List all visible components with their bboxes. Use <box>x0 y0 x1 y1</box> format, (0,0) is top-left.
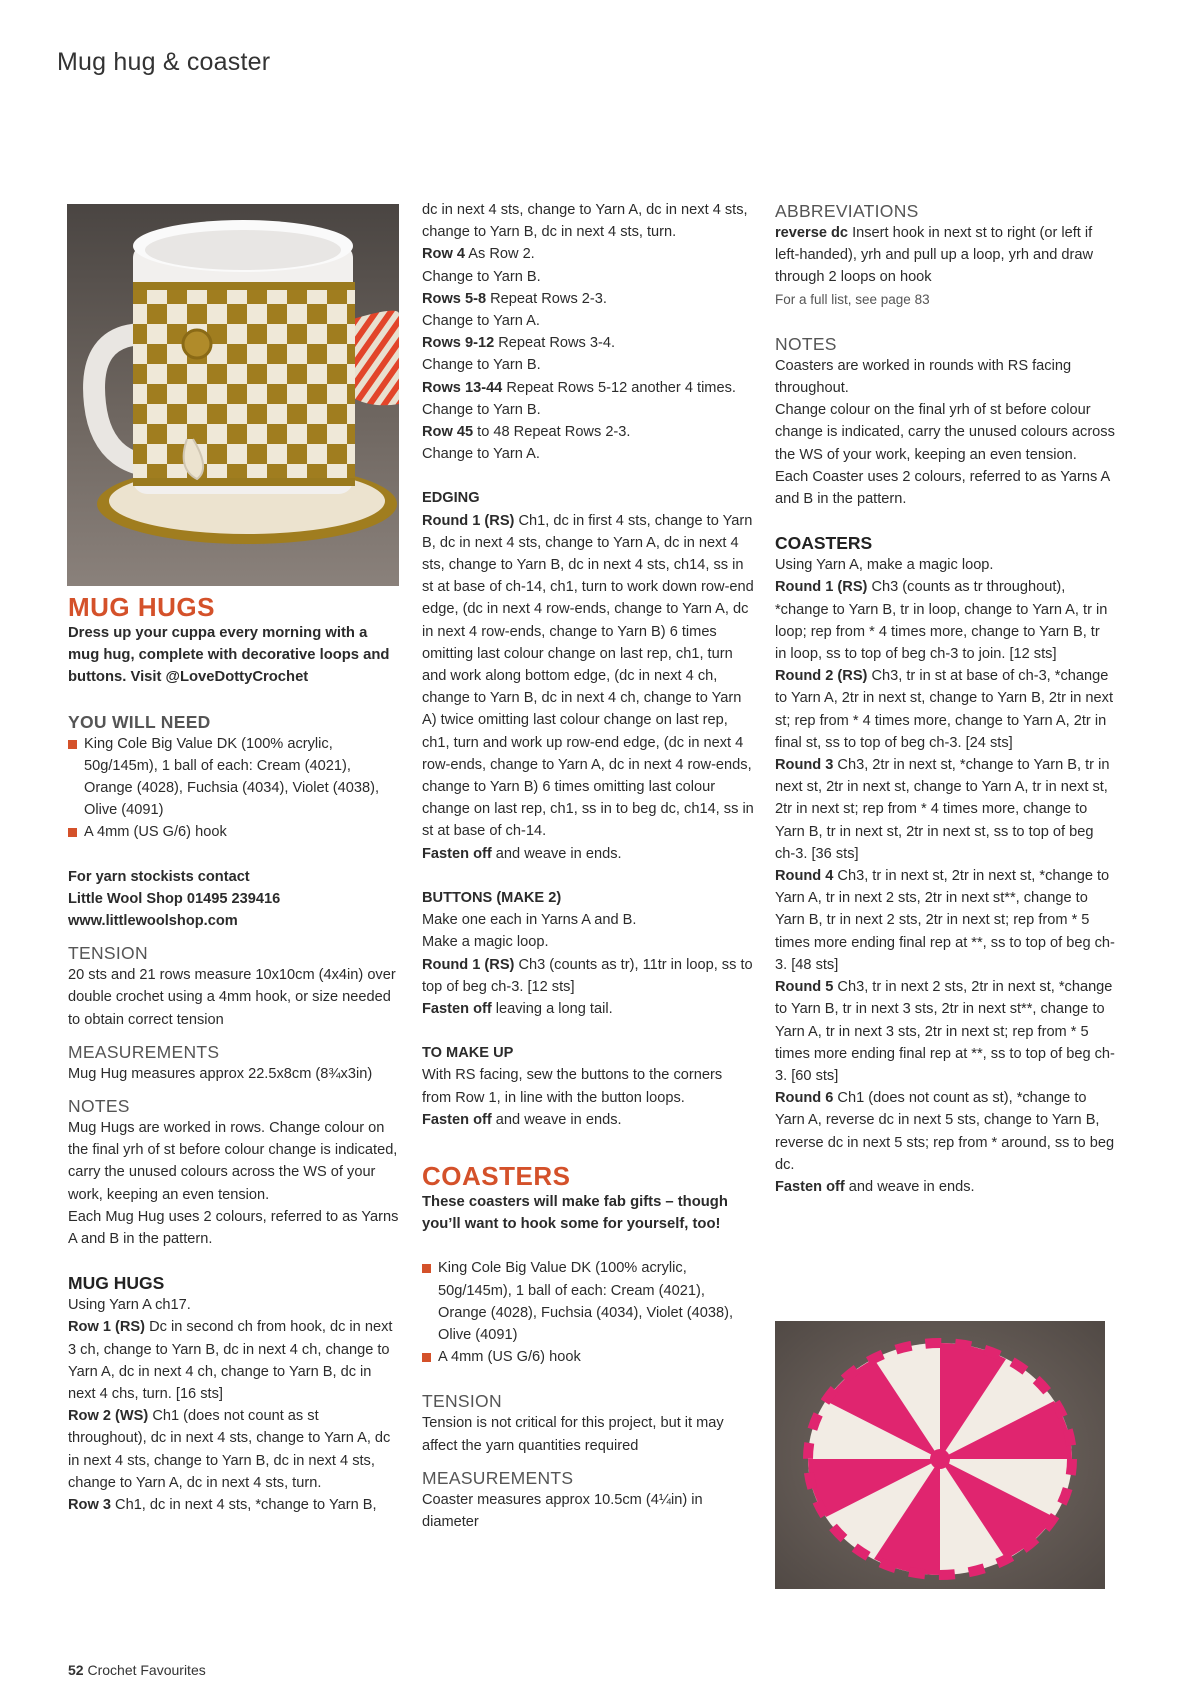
stockists-line-2: Little Wool Shop 01495 239416 <box>68 890 281 907</box>
row-4-text: As Row 2. <box>464 246 535 263</box>
buttons-round-1-text: Ch3 (counts as tr), 11tr in loop, ss to top of beg ch-3. [12 sts] <box>422 956 753 995</box>
coaster-round-3-text: Ch3, 2tr in next st, *change to Yarn B, tr in next st, 2tr in next st, change to Yarn A, tr in next st, 2tr in next st; rep from * 4 times more, change to Yarn B, tr in next st, 2tr in next st, ss to top of beg ch-3. [36 sts] <box>775 757 1110 862</box>
buttons-line-2: Make a magic loop. <box>422 934 549 951</box>
coaster-round-3 <box>775 754 1115 865</box>
need-yarn-item: King Cole Big Value DK (100% acrylic, 50g/145m), 1 ball of each: Cream (4021), Orange (4028), Fuchsia (4034), Violet (4038), Olive (4091) <box>68 733 400 822</box>
coaster-fasten-off-label: Fasten off <box>775 1178 845 1195</box>
coaster-measurements-heading: MEASUREMENTS <box>422 1467 574 1488</box>
row-4-label: Row 4 <box>422 246 465 263</box>
fasten-off-2 <box>422 998 754 1020</box>
row-2 <box>68 1405 400 1494</box>
change-yarn-1: Change to Yarn B. <box>422 268 541 285</box>
abbreviation-definition: Insert hook in next st to right (or left if left-handed), yrh and pull up a loop, yrh and draw through 2 loops on hook <box>775 225 1094 286</box>
fasten-off-2-label: Fasten off <box>422 1000 492 1017</box>
coaster-photo <box>775 1321 1105 1589</box>
fasten-off-3 <box>422 1109 754 1131</box>
row-4 <box>422 243 754 265</box>
rows-13-44-label: Rows 13-44 <box>422 379 503 396</box>
column-3 <box>775 200 1115 1198</box>
row-1 <box>68 1316 400 1405</box>
edging-round-1-text: Ch1, dc in first 4 sts, change to Yarn B, dc in next 4 sts, change to Yarn A, dc in next 4 sts, change to Yarn B, dc in next 4 sts, ch14, ss in st at base of ch-14, ch1, turn to work down row-end edge, (dc in next 4 row-ends, change to Yarn A, dc in next 4 row-ends, change to Yarn B) 6 times omitting last colour change on last rep, ch1, turn and work along bottom edge, (dc in next 4 ch, change to Yarn B, dc in next 4 ch, change to Yarn A) twice omitting last colour change on last rep, ch1, turn and work up row-end edge, (dc in next 4 row-ends, change to Yarn A, dc in next 4 row-ends, change to Yarn B) 6 times omitting last colour change on last rep, ch1, ss in to beg dc, ch14, ss in st at base of ch-14. <box>422 512 754 840</box>
row-45-text: to 48 Repeat Rows 2-3. <box>473 424 631 441</box>
fasten-off-1-text: and weave in ends. <box>491 845 622 862</box>
coaster-round-4-text: Ch3, tr in next st, 2tr in next st, *change to Yarn A, tr in next 2 sts, 2tr in next st**, change to Yarn B, tr in next 2 sts, 2tr in next st; rep from * 5 times more ending final rep at **, ss to top of beg ch-3. [48 sts] <box>775 868 1115 973</box>
coaster-round-2-label: Round 2 (RS) <box>775 668 868 685</box>
coaster-round-2 <box>775 665 1115 754</box>
coaster-round-2-text: Ch3, tr in st at base of ch-3, *change to Yarn A, 2tr in next st, change to Yarn B, 2tr in next st; rep from * 4 times more, change to Yarn A, 2tr in final st, ss to top of beg ch-3. [24 sts] <box>775 668 1114 751</box>
mug-hug-photo <box>67 204 399 586</box>
row-3-label: Row 3 <box>68 1497 111 1514</box>
coaster-round-6-label: Round 6 <box>775 1090 834 1107</box>
coasters-heading: COASTERS <box>422 1160 571 1191</box>
change-yarn-5: Change to Yarn A. <box>422 446 540 463</box>
mug-hugs-heading: MUG HUGS <box>68 592 215 622</box>
tension-text: 20 sts and 21 rows measure 10x10cm (4x4in) over double crochet using a 4mm hook, or size needed to obtain correct tension <box>68 967 396 1028</box>
coaster-round-1-text: Ch3 (counts as tr throughout), *change to Yarn B, tr in loop, change to Yarn A, tr in loop; rep from * 4 times more, change to Yarn B, tr in loop, ss to top of beg ch-3 to join. [12 sts] <box>775 579 1108 663</box>
change-yarn-3: Change to Yarn B. <box>422 357 541 374</box>
notes-heading: NOTES <box>68 1096 130 1117</box>
abbreviation-term: reverse dc <box>775 225 849 241</box>
rows-9-12-text: Repeat Rows 3-4. <box>494 335 616 352</box>
row-45-label: Row 45 <box>422 424 474 441</box>
coaster-tension-heading: TENSION <box>422 1391 502 1412</box>
coaster-round-6-text: Ch1 (does not count as st), *change to Yarn A, reverse dc in next 5 sts, change to Yarn B, reverse dc in next 5 sts; rep from * around, ss to beg dc. <box>775 1090 1115 1173</box>
coaster-need-hook: A 4mm (US G/6) hook <box>422 1346 754 1368</box>
coaster-notes-3: Each Coaster uses 2 colours, referred to as Yarns A and B in the pattern. <box>775 468 1110 508</box>
column-1 <box>68 592 400 1516</box>
coaster-round-3-label: Round 3 <box>775 757 834 774</box>
rows-9-12 <box>422 332 754 354</box>
abbreviations-full-list-link[interactable]: For a full list, see page 83 <box>775 291 930 307</box>
row-2-text: Ch1 (does not count as st throughout), dc in next 4 sts, change to Yarn A, dc in next 4 sts, change to Yarn B, dc in next 4 sts, change to Yarn A, dc in next 4 sts, turn. <box>68 1408 391 1491</box>
coaster-notes-1: Coasters are worked in rounds with RS facing throughout. <box>775 357 1072 397</box>
make-up-text: With RS facing, sew the buttons to the corners from Row 1, in line with the button loops. <box>422 1067 723 1106</box>
mug-hugs-intro: Dress up your cuppa every morning with a mug hug, complete with decorative loops and buttons. Visit @LoveDottyCrochet <box>68 625 390 686</box>
coaster-using: Using Yarn A, make a magic loop. <box>775 557 994 574</box>
row-3 <box>68 1494 400 1516</box>
buttons-round-1 <box>422 954 754 998</box>
row-1-text: Dc in second ch from hook, dc in next 3 ch, change to Yarn B, dc in next 4 ch, change to Yarn A, dc in next 4 ch, change to Yarn B, dc in next 4 chs, turn. [16 sts] <box>68 1319 393 1403</box>
edging-heading: EDGING <box>422 490 480 507</box>
edging-round-1 <box>422 510 754 843</box>
mug-hugs-pattern-heading: MUG HUGS <box>68 1273 165 1294</box>
notes-text-2: Each Mug Hug uses 2 colours, referred to as Yarns A and B in the pattern. <box>68 1208 399 1248</box>
coaster-round-5-text: Ch3, tr in next 2 sts, 2tr in next st, *change to Yarn B, tr in next 3 sts, 2tr in next st**, change to Yarn A, tr in next 3 sts, 2tr in next st; rep from * 5 times more ending final rep at **, ss to top of beg ch-3. [60 sts] <box>775 979 1115 1084</box>
rows-5-8-label: Rows 5-8 <box>422 290 487 307</box>
row-45 <box>422 421 754 443</box>
buttons-line-1: Make one each in Yarns A and B. <box>422 912 637 929</box>
make-up-heading: TO MAKE UP <box>422 1045 514 1062</box>
rows-9-12-label: Rows 9-12 <box>422 335 495 352</box>
row-1-label: Row 1 (RS) <box>68 1319 146 1336</box>
coasters-pattern-heading: COASTERS <box>775 533 873 554</box>
tension-heading: TENSION <box>68 943 148 964</box>
magazine-name: Crochet Favourites <box>87 1662 206 1678</box>
fasten-off-2-text: leaving a long tail. <box>491 1000 613 1017</box>
rows-5-8-text: Repeat Rows 2-3. <box>486 290 607 307</box>
coaster-fasten-off <box>775 1176 1115 1198</box>
fasten-off-3-text: and weave in ends. <box>491 1111 622 1128</box>
coaster-round-1 <box>775 576 1115 665</box>
coaster-round-5-label: Round 5 <box>775 979 834 996</box>
page-number: 52 <box>68 1662 84 1678</box>
coaster-measurements-text: Coaster measures approx 10.5cm (4¼in) in diameter <box>422 1491 703 1530</box>
change-yarn-2: Change to Yarn A. <box>422 313 540 330</box>
rows-5-8 <box>422 288 754 310</box>
notes-text: Mug Hugs are worked in rows. Change colour on the final yrh of st before colour change is indicated, carry the unused colours across the WS of your work, keeping an even tension. <box>68 1120 398 1203</box>
page-title: Mug hug & coaster <box>57 48 271 76</box>
edging-round-1-label: Round 1 (RS) <box>422 512 515 529</box>
row-2-label: Row 2 (WS) <box>68 1408 149 1425</box>
coaster-round-1-label: Round 1 (RS) <box>775 579 868 596</box>
fasten-off-1-label: Fasten off <box>422 845 492 862</box>
need-hook-item: A 4mm (US G/6) hook <box>68 821 400 843</box>
buttons-round-1-label: Round 1 (RS) <box>422 956 515 973</box>
rows-13-44-text: Repeat Rows 5-12 another 4 times. <box>502 379 736 396</box>
coaster-notes-2: Change colour on the final yrh of st before colour change is indicated, carry the unused colours across the WS of your work, keeping an even tension. <box>775 402 1115 463</box>
page-footer <box>68 1662 206 1678</box>
you-will-need-heading: YOU WILL NEED <box>68 711 211 732</box>
fasten-off-1 <box>422 843 754 865</box>
stockists-link[interactable]: www.littlewoolshop.com <box>68 913 238 930</box>
coaster-notes-heading: NOTES <box>775 333 837 354</box>
row-3-continued: dc in next 4 sts, change to Yarn A, dc in next 4 sts, change to Yarn B, dc in next 4 sts, turn. <box>422 202 748 241</box>
coaster-round-4-label: Round 4 <box>775 868 834 885</box>
coaster-need-yarn: King Cole Big Value DK (100% acrylic, 50g/145m), 1 ball of each: Cream (4021), Orange (4028), Fuchsia (4034), Violet (4038), Olive (4091) <box>422 1257 754 1346</box>
stockists-line-1: For yarn stockists contact <box>68 868 250 885</box>
coasters-intro: These coasters will make fab gifts – though you’ll want to hook some for yourself, too! <box>422 1193 728 1233</box>
row-3-text: Ch1, dc in next 4 sts, *change to Yarn B, <box>110 1497 377 1514</box>
coaster-round-5 <box>775 976 1115 1087</box>
coaster-tension-text: Tension is not critical for this project, but it may affect the yarn quantities required <box>422 1415 724 1454</box>
coaster-fasten-off-text: and weave in ends. <box>844 1178 975 1195</box>
fasten-off-3-label: Fasten off <box>422 1111 492 1128</box>
rows-13-44 <box>422 377 754 399</box>
change-yarn-4: Change to Yarn B. <box>422 401 541 418</box>
measurements-text: Mug Hug measures approx 22.5x8cm (8¾x3in) <box>68 1065 373 1082</box>
buttons-heading: BUTTONS (MAKE 2) <box>422 889 562 906</box>
measurements-heading: MEASUREMENTS <box>68 1041 220 1062</box>
column-2 <box>422 199 754 1533</box>
coaster-round-4 <box>775 865 1115 976</box>
abbreviations-heading: ABBREVIATIONS <box>775 201 919 221</box>
coaster-round-6 <box>775 1087 1115 1176</box>
using-yarn: Using Yarn A ch17. <box>68 1297 191 1314</box>
